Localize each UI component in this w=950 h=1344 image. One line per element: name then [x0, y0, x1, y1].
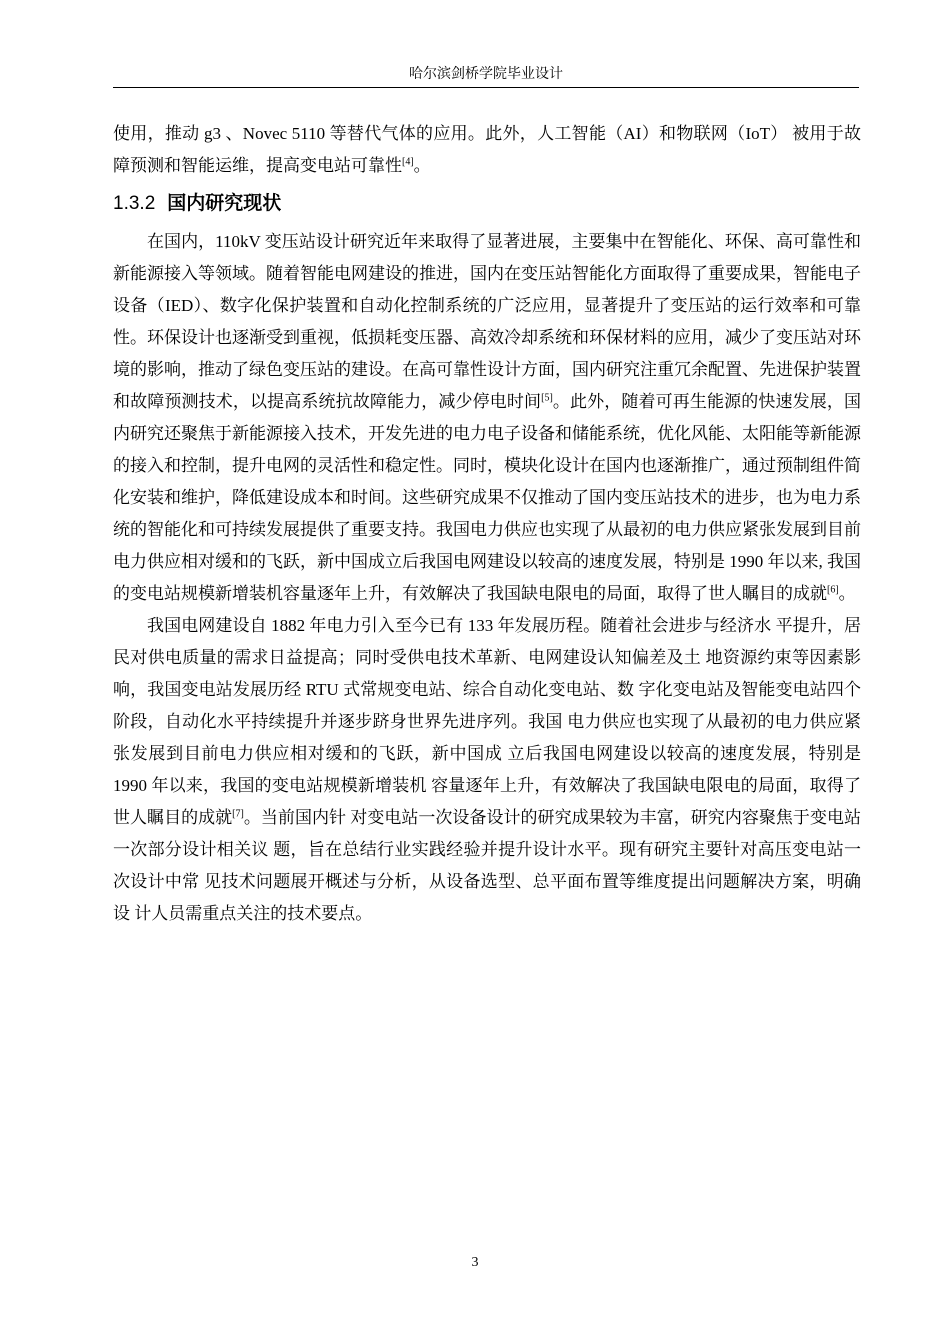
continuation-text: 使用，推动 g3 、Novec 5110 等替代气体的应用。此外，人工智能（AI）和物联网（IoT） 被用于故障预测和智能运维，提高变电站可靠性 [113, 124, 861, 175]
citation-ref: [6] [827, 584, 839, 596]
continuation-paragraph [113, 118, 861, 182]
page-header: 哈尔滨剑桥学院毕业设计 [409, 67, 563, 82]
section-heading [113, 186, 861, 222]
body-paragraph-2 [113, 610, 861, 930]
section-title: 国内研究现状 [167, 193, 282, 214]
paragraph-text: 。当前国内针 对变电站一次设备设计的研究成果较为丰富，研究内容聚焦于变电站一次部分设计相关议 题，旨在总结行业实践经验并提升设计水平。现有研究主要针对高压变电站一次设计中常 见技术问题展开概述与分析，从设备选型、总平面布置等维度提出问题解决方案，明确设 计人员需重点关注的技术要点。 [113, 808, 861, 923]
citation-ref: [7] [232, 808, 244, 820]
paragraph-tail: 。 [838, 584, 856, 603]
paragraph-text: 在国内，110kV 变压站设计研究近年来取得了显著进展，主要集中在智能化、环保、高可靠性和新能源接入等领域。随着智能电网建设的推进，国内在变压站智能化方面取得了重要成果，智能电子设备（IED）、数字化保护装置和自动化控制系统的广泛应用，显著提升了变压站的运行效率和可靠性。环保设计也逐渐受到重视，低损耗变压器、高效冷却系统和环保材料的应用，减少了变压站对环境的影响，推动了绿色变压站的建设。在高可靠性设计方面，国内研究注重冗余配置、先进保护装置和故障预测技术，以提高系统抗故障能力，减少停电时间 [113, 232, 861, 411]
continuation-tail: 。 [413, 156, 431, 175]
body-content [113, 118, 861, 930]
citation-ref: [4] [402, 156, 414, 168]
paragraph-text: 我国电网建设自 1882 年电力引入至今已有 133 年发展历程。随着社会进步与经济水 平提升，居民对供电质量的需求日益提高；同时受供电技术革新、电网建设认知偏差及土 地资源约束等因素影响，我国变电站发展历经 RTU 式常规变电站、综合自动化变电站、数 字化变电站及智能变电站四个阶段，自动化水平持续提升并逐步跻身世界先进序列。我国 电力供应也实现了从最初的电力供应紧张发展到目前电力供应相对缓和的飞跃，新中国成 立后我国电网建设以较高的速度发展，特别是 1990 年以来，我国的变电站规模新增装机 容量逐年上升，有效解决了我国缺电限电的局面，取得了世人瞩目的成就 [113, 616, 861, 827]
citation-ref: [5] [541, 392, 553, 404]
header-divider [113, 87, 859, 88]
page-number: 3 [471, 1255, 479, 1270]
paragraph-text: 。此外，随着可再生能源的快速发展，国内研究还聚焦于新能源接入技术，开发先进的电力电子设备和储能系统，优化风能、太阳能等新能源的接入和控制，提升电网的灵活性和稳定性。同时，模块化设计在国内也逐渐推广，通过预制组件简化安装和维护，降低建设成本和时间。这些研究成果不仅推动了国内变压站技术的进步，也为电力系统的智能化和可持续发展提供了重要支持。我国电力供应也实现了从最初的电力供应紧张发展到目前电力供应相对缓和的飞跃，新中国成立后我国电网建设以较高的速度发展，特别是 1990 年以来, 我国的变电站规模新增装机容量逐年上升，有效解决了我国缺电限电的局面，取得了世人瞩目的成就 [113, 392, 862, 603]
body-paragraph-1 [113, 226, 861, 610]
section-number: 1.3.2 [113, 193, 156, 214]
